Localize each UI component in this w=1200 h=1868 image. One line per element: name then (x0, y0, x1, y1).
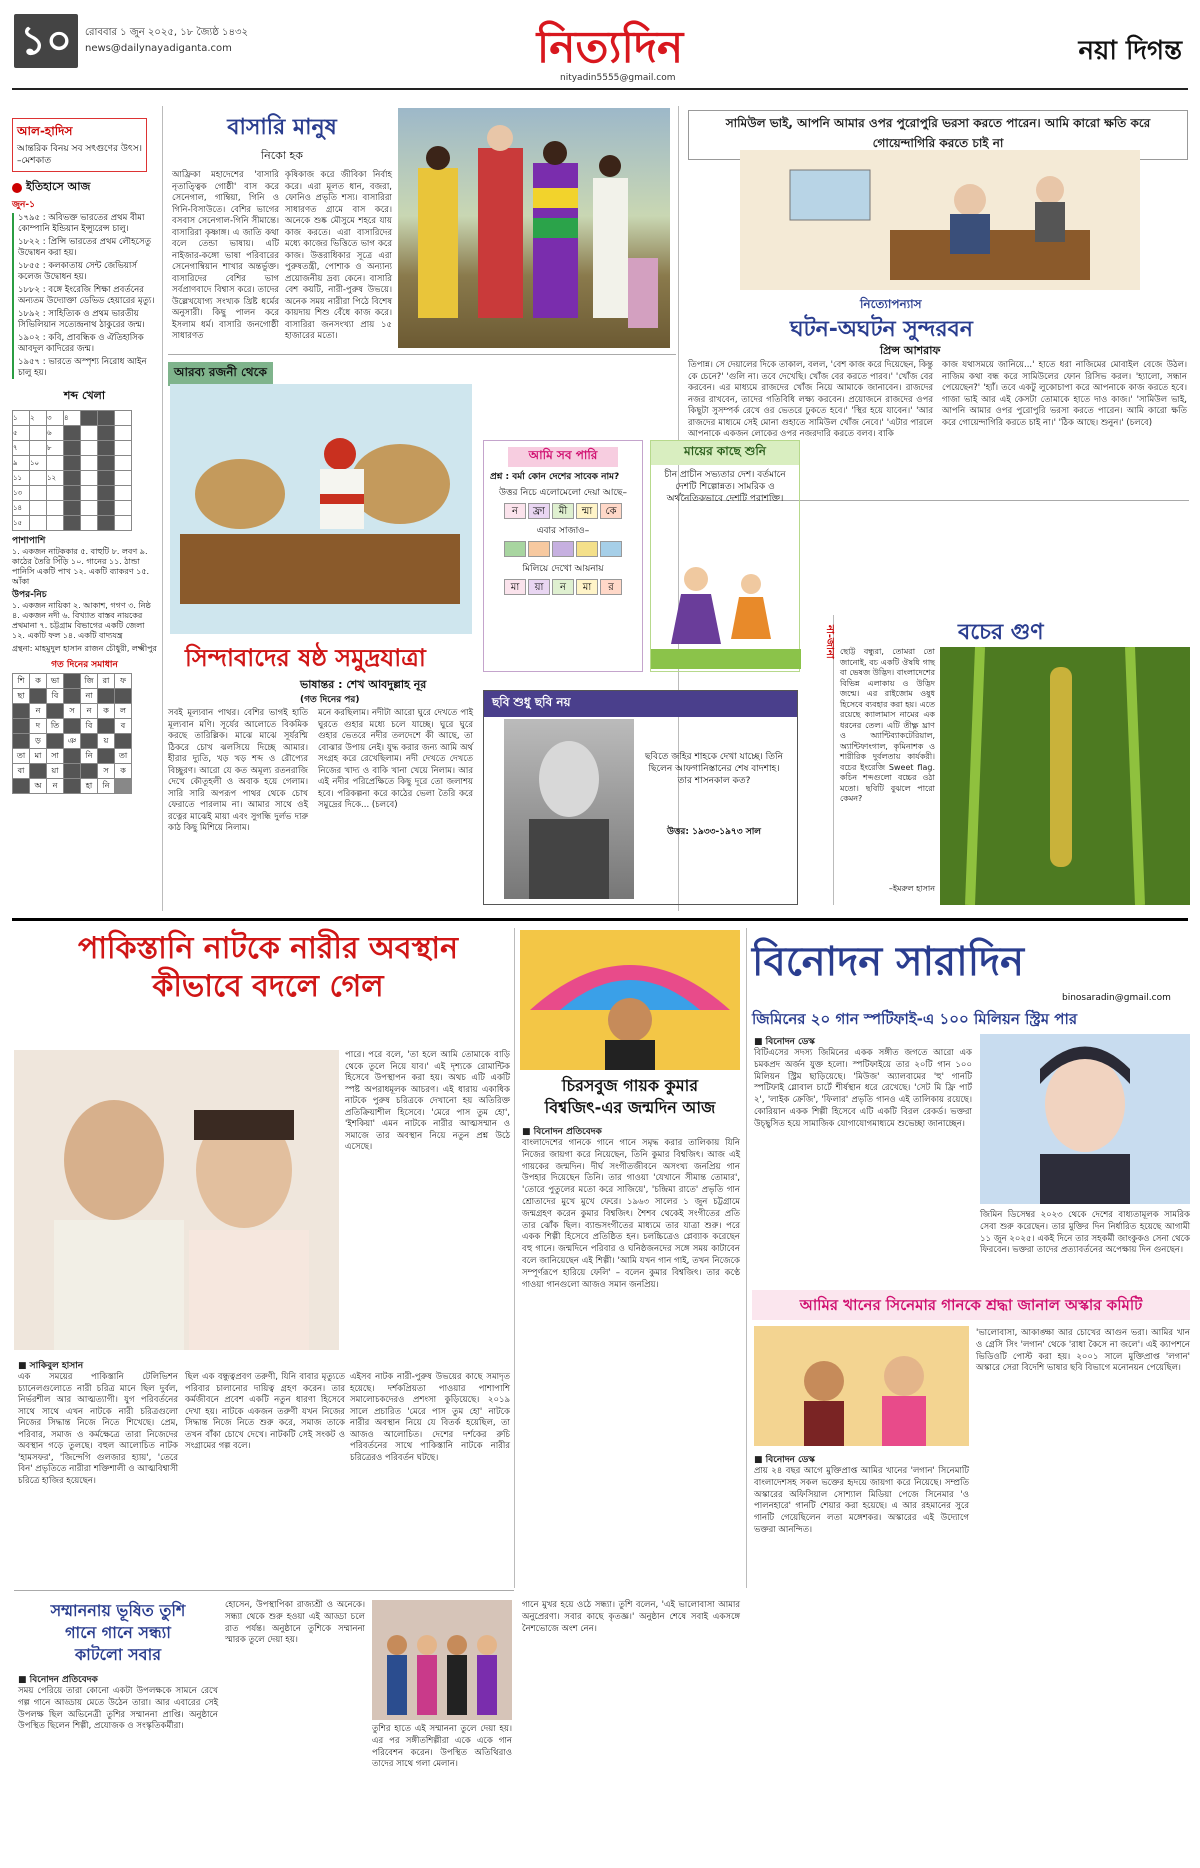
puzzle-letter: মী (552, 503, 574, 519)
crossword-cell (47, 456, 63, 470)
crossword-cell (64, 426, 80, 440)
crossword-cell (98, 516, 114, 530)
solution-cell: তা (13, 749, 29, 763)
solution-cell (81, 734, 97, 748)
hadith-title: আল-হাদিস (17, 124, 73, 138)
puzzle-blank (528, 541, 550, 557)
crossword-cell: ১ (13, 411, 29, 425)
tushi-title-line1: সম্মাননায় ভূষিত তুশি (50, 1601, 186, 1620)
hadith-box (12, 118, 147, 172)
sindbad-section: আরব্য রজনী থেকে (168, 362, 273, 386)
mother-text: চীন প্রাচীন সভ্যতার দেশ। বর্তমানে দেশটি শিল্পোন্নত। সামরিক ও অর্থনৈতিকভাবে দেশটি পরাশক্তি। (664, 470, 786, 504)
tushi-text2: হোসেন, উপস্থাপিকা রাজ্যশ্রী ও অনেকে। সন্ধ্যা থেকে শুরু হওয়া এই আড্ডা চলে রাত পর্যন্ত। অনুষ্ঠানে তুশিকে সম্মাননা স্মারক তুলে দেয়া হয়। (225, 1600, 365, 1646)
solution-cell: ক (98, 704, 114, 718)
crossword-cell (115, 411, 131, 425)
crossword-cell (115, 426, 131, 440)
binodon-masthead: বিনোদন সারাদিন (752, 938, 1025, 985)
serial-title: ঘটন-অঘটন সুন্দরবন (790, 317, 973, 342)
basari-col2: কৃষিকাজ করে জীবিকা নির্বাহ করে। এরা মূলত ধান, বজরা, ফোনিও প্রভৃতি শস্য। বাসারিরা সাধারণত গ্রামে বাস করে। অনেকে শুষ্ক মৌসুমে শহরে যায় কাজ করতে। এরা বাসারিদের মধ্যে কাজের ভিত্তিতে ভাগ করে কাজ। উত্তরাধিকার সূত্রে এরা পুরুষতন্ত্রী, পোশাক ও অন্যান্য প্রয়োজনীয় দ্রব্য কেনে। বাসারি বেশ কয়টি, নারী-পুরুষ উভয়ে। অনেক সময় নারীরা পিঠে বিশেষ কায়দায় শিশু বেঁধে কাজ করে। বাসারিরা জনসংখ্যা প্রায় ১৫ হাজারের মতো। (285, 170, 392, 341)
solution-cell (13, 704, 29, 718)
puzzle-blank (552, 541, 574, 557)
sindbad-col1: সবই মূল্যবান পাথর। বেশির ভাগই হাতি মূল্যবান মণি। সূর্যের আলোতে বিকমিক করছে তারিল্লিক। মাঝে মাঝে সূর্যরশ্মি ঠিকরে চোখ ঝলসিয়ে দিচ্ছে আমার। হীরার দ্যুতি, খড় খড় শব্দ ও রৌপ্যের বিচ্ছুরণ। আরো যে কত অমূল্য রতনরাজি দেখে কৌতূহলী ও অবাক হয়ে গেলাম। সারি সারি অপরূপ পাথর থেকে চোখ ফেরাতে পারলাম না। আমার সাথে ওই রত্নের মাঝেই মায়া এবং সুগন্ধি দুর্লভ দারু কাঠ কিছু মিশিয়ে নিলাম। (168, 708, 308, 833)
basari-col1: আফ্রিকা মহাদেশের 'বাসারি নৃতাত্ত্বিক গোষ্ঠী' বাস করে সেনেগাল, গাম্বিয়া, গিনি ও গিনি-বিসাউতে। বেশির ভাগের বসবাস সেনেগাল-গিনি সীমান্তে। বাসারিরা কৃষ্ণাঙ্গ। এ জাতি কথা বলে তেন্ডা ভাষায়। এটি নাইজার-কঙ্গো ভাষা পরিবারের সেনেগাম্বিয়ান শাখার অন্তর্ভুক্ত। বাসারিদের বেশির ভাগ সর্বপ্রাণবাদে বিশ্বাস করে। তাদের উল্লেখযোগ্য সংখ্যক খ্রিষ্ট ধর্মের অনুসারী। কিছু পালন করে ইসলাম ধর্ম। বাসারি জনগোষ্ঠী সাধারণত (172, 170, 279, 341)
puzzle-letter: মা (504, 579, 526, 595)
crossword-cell (115, 501, 131, 515)
crossword-cell (98, 411, 114, 425)
drama-text1: এক সময়ের পাকিস্তানি টেলিভিশন চ্যানেলগুলোতে নারী চরিত্র মানে ছিল দুর্বল, নির্ভরশীল আর আত্মত্যাগী। যুগ পরিবর্তনের সাথে সাথে এখন নাটকে নারী চরিত্রগুলো নিজের সিদ্ধান্ত নিজে নিতে শিখেছে। প্রেম, পরিবার, সমাজ ও কর্মক্ষেত্রে তারা নিজেদের অবস্থান গড়ে তুলছে। বহুল আলোচিত নাটক 'হামসফর', 'জিন্দেগি গুলজার হ্যায়', 'তেরে বিন' প্রভৃতিতে নারীরা শক্তিশালী ও আত্মবিশ্বাসী চরিত্রে হাজির হয়েছেন। (18, 1372, 179, 1486)
puzzle-hint3: মিলিয়ে দেখো আয়নায় (522, 564, 604, 574)
solution-cell: য় (98, 734, 114, 748)
clue-down: ১. একজন নায়িকা ২. আকাশ, গগণ ৩. নিষ্ঠ ৪. একজন নদী ৬. বিখ্যাত বাস্তব নায়কের প্রথমানা ৭. চট্টগ্রাম বিভাগের একটি জেলা ১২. একটি ফল ১৪. একটি বাদ্যযন্ত্র (12, 601, 151, 640)
solution-cell: ন (81, 704, 97, 718)
sindbad-translator: ভাষান্তর : শেখ আবদুল্লাহ নূর (300, 678, 427, 691)
crossword-cell (81, 471, 97, 485)
solution-cell: ন (47, 779, 63, 793)
hadith-text: আন্তরিক বিনয় সব সৎগুণের উৎস। –মেশকাত (17, 144, 142, 166)
crossword-cell: ১৪ (13, 501, 29, 515)
solution-cell: ফ (115, 674, 131, 688)
sindbad-raft-figure (170, 384, 472, 634)
crossword-cell (81, 516, 97, 530)
tushi-text3: তুশির হাতে এই সম্মাননা তুলে দেয়া হয়। এর পর সঙ্গীতশিল্পীরা একে একে গান পরিবেশন করেন। উপস্থিত অতিথিরাও তাদের সাথে গলা মেলান। (372, 1724, 512, 1770)
crossword-cell (81, 486, 97, 500)
paper-logo: নয়া দিগন্ত (1078, 36, 1182, 66)
solution-cell: না (81, 689, 97, 703)
serial-category: নিত্যোপন্যাস (860, 297, 922, 311)
tree-label: না-জানা (824, 625, 835, 659)
crossword-cell (98, 456, 114, 470)
solution-cell: য়া (47, 764, 63, 778)
basari-story (172, 110, 392, 343)
history-item: ১৮৫৫ : কলকাতায় সেন্ট জেভিয়ার্স কলেজ উদ্বোধন হয়। (18, 261, 137, 282)
tushi-author: ■ বিনোদন প্রতিবেদক (18, 1675, 98, 1685)
mother-title: মায়ের কাছে শুনি (651, 441, 799, 465)
section-rule (12, 918, 1188, 921)
kumar-author: ■ বিনোদন প্রতিবেদক (522, 1127, 602, 1137)
sindbad-illustration (170, 384, 472, 634)
solution-cell (13, 734, 29, 748)
tushi-title-line2: গানে গানে সন্ধ্যা (65, 1623, 171, 1642)
solution-cell: ব (115, 719, 131, 733)
jimin-figure (980, 1034, 1190, 1204)
history-item: ১৭৯৫ : অবিভক্ত ভারতের প্রথম বীমা কোম্পানি ইন্ডিয়ান ইন্স্যুরেন্স চালু। (18, 213, 145, 234)
solution-cell (81, 764, 97, 778)
crossword-cell (64, 441, 80, 455)
puzzle-box (483, 440, 643, 672)
puzzle-title: আমি সব পারি (508, 447, 618, 467)
kumar-title-line2: বিশ্বজিৎ-এর জন্মদিন আজ (544, 1098, 716, 1117)
serial-author: প্রিন্স আশরাফ (880, 344, 941, 357)
crossword-cell (98, 426, 114, 440)
history-title: ইতিহাসে আজ (26, 180, 91, 193)
plant-figure (940, 647, 1190, 905)
tree-box (818, 615, 1190, 907)
binodon-divider (746, 928, 747, 1588)
crossword-cell: ১০ (30, 456, 46, 470)
clue-across: ১. একজন নাটককার ৫. বাহুটি ৮. লবণ ৯. কাঠের তৈরি সিঁড়ি ১০. গানের ১১. ঠান্ডা পানিসি একটি পাখ ১২. একটি ব্যাকরণ ১৫. আঁকা (12, 547, 150, 586)
solution-cell: অ (30, 779, 46, 793)
kumar-title-line1: চিরসবুজ গায়ক কুমার (561, 1076, 699, 1095)
crossword-cell (47, 516, 63, 530)
puzzle-letters1 (484, 503, 642, 519)
puzzle-blank (504, 541, 526, 557)
drama-text3: ছিল এক বন্ধুত্বপ্রবণ তরুণী, যিনি বাবার মৃত্যুতে পরিবার চালানোর দায়িত্ব গ্রহণ করেন। তার কর্মজীবনে প্রবেশ একটি নতুন ধারণা হিসেবে দেখা হয়। নাটকে একজন তরুণী যখন নিজের সিদ্ধান্ত নিজে নিতে শুরু করে, সমাজ তাকে তখন বাঁকা চোখে দেখে। নাটকটি সেই সংকট ও সংগ্রামের গল্প বলে। (185, 1372, 345, 1451)
crossword-cell: ১৫ (13, 516, 29, 530)
crossword-cell (30, 471, 46, 485)
kumar-title (520, 1075, 740, 1119)
solution-cell (98, 719, 114, 733)
crossword-cell: ১২ (47, 471, 63, 485)
solution-cell: তা (115, 749, 131, 763)
crossword-cell: ৫ (13, 426, 29, 440)
sindbad-title: সিন্দাবাদের ষষ্ঠ সমুদ্রযাত্রা (185, 644, 426, 672)
crossword-cell: ১৩ (13, 486, 29, 500)
crossword-cell (115, 471, 131, 485)
solution-cell: বা (13, 764, 29, 778)
crossword-grid (12, 410, 132, 531)
tree-author: –ইমরুল হাসান (888, 884, 935, 893)
solution-cell: বি (47, 689, 63, 703)
compiler: গ্রন্থনা: মাহমুদুল হাসান রাজন চৌধুরী, লক্ষ্মীপুর (12, 644, 157, 653)
history-icon (12, 183, 22, 193)
tushi-text4: গানে মুখর হয়ে ওঠে সন্ধ্যা। তুশি বলেন, 'এই ভালোবাসা আমার অনুপ্রেরণা। সবার কাছে কৃতজ্ঞ।' অনুষ্ঠান শেষে সবাই একসঙ্গে নৈশভোজে অংশ নেন। (522, 1600, 740, 1634)
history-list (12, 213, 157, 379)
solution-cell: জি (81, 674, 97, 688)
solution-title: গত দিনের সমাধান (51, 660, 118, 670)
solution-grid (12, 673, 132, 794)
puzzle-letter: ন (552, 579, 574, 595)
solution-cell: ল (115, 704, 131, 718)
puzzle-letters2 (484, 579, 642, 595)
detective-figure (740, 150, 1140, 290)
solution-cell (47, 704, 63, 718)
puzzle-letter: কে (600, 503, 622, 519)
solution-cell: মা (30, 749, 46, 763)
drama-photo (14, 1050, 339, 1350)
king-photo (504, 719, 634, 899)
header-date: রোববার ১ জুন ২০২৫, ১৮ জ্যৈষ্ঠ ১৪৩২ (85, 27, 249, 38)
crossword-cell (81, 501, 97, 515)
solution-cell: শি (13, 674, 29, 688)
kumar-text: বাংলাদেশের গানকে গানে গানে সমৃদ্ধ করার তালিকায় যিনি নিজের জায়গা করে নিয়েছেন, তিনি কুমার বিশ্বজিৎ। আজ এই গায়কের জন্মদিন। দীর্ঘ সংগীতজীবনে অসংখ্য জনপ্রিয় গান উপহার দিয়েছেন তিনি। তার গাওয়া 'যেখানে সীমান্ত তোমার', 'তোরে পুতুলের মতো করে সাজিয়ে', 'চন্দ্রিমা রাতে' প্রভৃতি গান শ্রোতাদের মুখে মুখে ফেরে। ১৯৬৩ সালের ১ জুন চট্টগ্রামে জন্মগ্রহণ করেন কুমার বিশ্বজিৎ। শৈশব থেকেই সংগীতের প্রতি তার ঝোঁক ছিল। ব্যান্ডসংগীতের মাধ্যমে তার যাত্রা শুরু। পরে একক শিল্পী হিসেবে প্রতিষ্ঠিত হন। চলচ্চিত্রেও প্লেব্যাক করেছেন বহু গানে। জন্মদিনে পরিবার ও ঘনিষ্ঠজনদের সঙ্গে সময় কাটাবেন বলে জানিয়েছেন এই শিল্পী। 'আমি যখন গান গাই, তখন নিজেকে সম্পূর্ণরূপে হারিয়ে ফেলি' – বলেন কুমার বিশ্বজিৎ। তার কণ্ঠে গাওয়া গানগুলো আজও সমান জনপ্রিয়। (522, 1138, 740, 1290)
puzzle-letter: মা (576, 579, 598, 595)
serial-quote: সামিউল ভাই, আপনি আমার ওপর পুরোপুরি ভরসা করতে পারেন। আমি কারো ক্ষতি করে গোয়েন্দাগিরি করতে চাই না (688, 110, 1188, 160)
crossword-cell: ৩ (47, 411, 63, 425)
crossword-cell (30, 486, 46, 500)
kumar-photo (520, 930, 740, 1070)
solution-cell: দ (30, 719, 46, 733)
jimin-title: জিমিনের ২০ গান স্পটিফাই-এ ১০০ মিলিয়ন স্ট্রিম পার (752, 1010, 1078, 1028)
drama-title-line1: পাকিস্তানি নাটকে নারীর অবস্থান (77, 931, 459, 966)
puzzle-letter: ফ্রা (528, 503, 550, 519)
solution-cell (64, 779, 80, 793)
solution-cell (98, 689, 114, 703)
crossword-cell: ৪ (64, 411, 80, 425)
sindbad-prev: (গত দিনের পর) (300, 695, 360, 705)
tushi-title-line3: কাটলো সবার (74, 1645, 162, 1664)
crossword-cell: ৮ (47, 441, 63, 455)
tushi-author-name: বিনোদন প্রতিবেদক (29, 1675, 98, 1685)
crossword-cell (47, 501, 63, 515)
crossword-cell (98, 501, 114, 515)
drama-text2: পারে। পরে বলে, 'তা হলে আমি তোমাকে বাড়ি থেকে তুলে নিয়ে যাব।' এই দৃশ্যকে রোমান্টিক হিসেবে উপস্থাপন করা হয়। অথচ এটি একটি স্পষ্ট অপরাধমূলক আচরণ। এই ধারায় একাধিক নাটকে পুরুষ চরিত্রকে দেখানো হয় অতিরিক্ত প্রতিক্রিয়াশীল হিসেবে। 'মেরে পাস তুম হো', 'ইশকিয়া' এমন নাটকে নারীর আত্মসম্মান ও সমাজে তার অবস্থান নিয়ে নতুন প্রশ্ন উঠে এসেছে। (345, 1050, 510, 1152)
history-item: ১৮২২ : প্রিন্সি ভারতের প্রথম লৌহসেতু উদ্বোধন করা হয়। (18, 237, 151, 258)
drama-author: ■ সাকিবুল হাসান (18, 1361, 84, 1371)
solution-cell: বি (81, 719, 97, 733)
crossword-cell (115, 456, 131, 470)
solution-cell: ছা (13, 689, 29, 703)
oscar-title: আমির খানের সিনেমার গানকে শ্রদ্ধা জানাল অস্কার কমিটি (752, 1290, 1190, 1320)
solution-cell (30, 764, 46, 778)
group-figure (372, 1600, 512, 1720)
header-email: news@dailynayadiganta.com (85, 43, 232, 54)
serial-col1: তিপান্ন। সে দেয়ালের দিকে তাকাল, বলল, 'বেশ কাজ করে দিয়েছেন, কিন্তু কে চেনে?' 'গুলি না। তবে দেখেছি। খোঁজ বের করতে পারব।' 'খোঁজ বের করবেন। এর মাধ্যমে রাজদের খোঁজ নিয়ে আমাকে জানাবেন। রাজদের নজর রাখবেন, তাদের গতিবিধি লক্ষ্য করবেন। প্রয়োজনে রাজদের ওপর কিছুটা সুসম্পর্ক রেখে ওর ভেতরে ঢুকতে হবে।' 'স্থির হয়ে যাবেন।' 'আর রাজদের মাধ্যমে সেই মোনা গুহাতে সামিউল খোঁজ নেবে।' 'এটার পারলে আপনাকে একজন লোকের ওপর নজরদারি করতে বলব। বাকি (688, 360, 933, 439)
puzzle-hint1: উত্তর নিচে এলোমেলো দেয়া আছে– (499, 488, 627, 498)
solution-cell (13, 779, 29, 793)
crossword-cell (30, 501, 46, 515)
solution-cell: ক (30, 674, 46, 688)
solution-cell (13, 719, 29, 733)
solution-cell: রা (98, 674, 114, 688)
solution-cell (64, 674, 80, 688)
couple-figure (14, 1050, 339, 1350)
tree-photo (940, 647, 1190, 905)
crossword-cell (115, 486, 131, 500)
tree-title: বচের গুণ (958, 620, 1044, 645)
solution-cell: সা (47, 749, 63, 763)
solution-cell (98, 749, 114, 763)
tree-text: ছোট্ট বন্ধুরা, তোমরা তো জানোই, বচ একটি ঔষধি গাছ বা ভেষজ উদ্ভিদ। বাংলাদেশের বিভিন্ন এলাকায় ও উদ্ভিদ জন্মে। এর রাইজোম ওষুধ হিসেবে ব্যবহার করা হয়। এতে রয়েছে ক্যালামাস নামের এক ধরনের তেল। এটি তীক্ষ্ণ ঘ্রাণ ও অ্যান্টিব্যাকটেরিয়াল, অ্যান্টিফাংগাল, কৃমিনাশক ও শারীরিক দুর্বলতায় কার্যকরী। বচের ইংরেজি Sweet flag. কচিন শব্দগুলো বচ্চের ওঠা মতো। ছবিটি বুঝলে পারো কেমন? (840, 647, 935, 803)
kumar-author-name: বিনোদন প্রতিবেদক (533, 1127, 602, 1137)
kids-figure (651, 549, 801, 669)
solution-cell: ভা (47, 674, 63, 688)
solution-cell (64, 719, 80, 733)
serial-col2: কাজ যথাসময়ে জানিয়ে...' হাতে ধরা নাজিমের মোবাইল বেজে উঠল। নাজিম কথা বন্ধ করে সামিউলের ফোন রিসিভ করল। 'হ্যালো, সন্ধান পেয়েছেন?' 'হ্যাঁ। তবে একটু লুকোচাপা করে আপনাকে কাজ করতে হবে। গাজা ভাই আর এই কেসটা তোমাকে হাতে দাও কাজ।' 'সামিউল ভাই, আপনি আমার ওপর পুরোপুরি ভরসা করতে পারেন। আমি কারো ক্ষতি করে গোয়েন্দাগিরি করতে চাই না।' 'ঠিক আছে। শুনুন।' (চলবে) (942, 360, 1187, 428)
solution-cell (64, 764, 80, 778)
crossword-cell (81, 426, 97, 440)
puzzle-blank (576, 541, 598, 557)
tree-label-rail (818, 615, 834, 905)
tushi-photo (372, 1600, 512, 1720)
crossword-cell (30, 516, 46, 530)
crossword-cell (98, 471, 114, 485)
left-sidebar (12, 118, 157, 908)
puzzle-question: প্রশ্ন : বর্মা কোন দেশের সাবেক নাম? (490, 472, 620, 482)
solution-cell: তি (47, 719, 63, 733)
crossword-cell (115, 441, 131, 455)
serial-illustration (740, 150, 1140, 290)
photo-quiz-box (483, 690, 798, 905)
crossword-cell (64, 456, 80, 470)
oscar-author-name: বিনোদন ডেস্ক (765, 1455, 815, 1465)
king-figure (504, 719, 634, 899)
history-item: ১৮৮২ : বঙ্গে ইংরেজি শিক্ষা প্রবর্তনের অন্যতম উদ্যোক্তা ডেভিড হেয়ারের মৃত্যু। (18, 285, 155, 306)
photo-quiz-title: ছবি শুধু ছবি নয় (484, 691, 797, 717)
binodon-email: binosaradin@gmail.com (1062, 993, 1171, 1003)
crossword-cell: ৬ (47, 426, 63, 440)
solution-cell (115, 734, 131, 748)
solution-cell: ন (30, 704, 46, 718)
oscar-text: প্রায় ২৪ বছর আগে মুক্তিপ্রাপ্ত আমির খানের 'লগান' সিনেমাটি বাংলাদেশসহ সকল ভক্তের হৃদয়ে জায়গা করে নিয়েছে। সম্প্রতি অস্কারের অফিসিয়াল সোশ্যাল মিডিয়া পেজে সিনেমার 'ও পালনহারে' গানটি শেয়ার করা হয়েছে। এ আর রহমানের সুরে গানটি গেয়েছিলেন লতা মঙ্গেশকর। অস্কারের এই উদ্যোগে ভক্তরা আনন্দিত। (754, 1466, 969, 1535)
solution-cell (47, 734, 63, 748)
crossword-cell (81, 456, 97, 470)
clue-across-title: পাশাপাশি (12, 536, 46, 546)
crossword-title: শব্দ খেলা (63, 389, 106, 402)
puzzle-blank (600, 541, 622, 557)
masthead-email: nityadin5555@gmail.com (560, 73, 676, 83)
solution-cell: স (98, 764, 114, 778)
tushi-rule (14, 1590, 514, 1591)
crossword-cell (64, 501, 80, 515)
crossword-cell (98, 486, 114, 500)
solution-cell (115, 689, 131, 703)
solution-cell (64, 689, 80, 703)
puzzle-letter: য়া (528, 579, 550, 595)
kumar-figure (520, 930, 740, 1070)
oscar-text2: 'ভালোবাসা, আকাঙ্ক্ষা আর চোখের আগুন ভরা। আমির খান ও গ্রেসি সিং 'লগান' থেকে 'রাধা কৈসে না জলে'। এই ক্যাপশনে ভিডিওটি পোস্ট করা হয়। ২০০১ সালে মুক্তিপ্রাপ্ত 'লগান' অস্কারে সেরা বিদেশি ভাষার ছবি বিভাগে মনোনয়ন পেয়েছিল। (976, 1328, 1190, 1374)
oscar-photo (754, 1326, 969, 1446)
masthead: নিত্যদিন (536, 22, 684, 73)
oscar-author: ■ বিনোদন ডেস্ক (754, 1455, 815, 1465)
clue-down-title: উপর-নিচ (12, 590, 47, 600)
solution-cell: হা (81, 779, 97, 793)
crossword-cell (64, 471, 80, 485)
basari-photo (398, 108, 670, 348)
crossword-cell: ১১ (13, 471, 29, 485)
row-divider (168, 354, 676, 355)
tushi-title (18, 1600, 218, 1666)
solution-cell: স (64, 704, 80, 718)
puzzle-letter: র (600, 579, 622, 595)
jimin-text: বিটিএসের সদস্য জিমিনের একক সঙ্গীত জগতে আরো এক চমকপ্রদ অর্জন যুক্ত হলো। স্পটিফাইয়ে তার ২০টি গান ১০০ মিলিয়ন স্ট্রিম ছাড়িয়েছে। 'মিউজ' অ্যালবামের 'হু' গানটি স্পটিফাই গ্লোবাল চার্টে শীর্ষস্থান ধরে রেখেছে। 'সেট মি ফ্রি পার্ট ২', 'লাইক ক্রেজি', 'ফিলার' প্রভৃতি গানও এই তালিকায় রয়েছে। কোরিয়ান একক শিল্পী হিসেবে এটি একটি বিরল রেকর্ড। ভক্তরা উচ্ছ্বসিত হয়ে সামাজিক যোগাযোগমাধ্যমে শুভেচ্ছা জানাচ্ছেন। (754, 1048, 972, 1129)
crossword-cell (98, 441, 114, 455)
tushi-text1: সময় পেরিয়ে তারা কোনো একটা উপলক্ষকে সামনে রেখে গল্প গানে আড্ডায় মেতে উঠেন তারা। আর এবারের সেই উপলক্ষ ছিল অভিনেত্রী তুশির সম্মাননা প্রাপ্তি। অনুষ্ঠানে উপস্থিত ছিলেন শিল্পী, প্রযোজক ও সংস্কৃতিকর্মীরা। (18, 1686, 218, 1732)
puzzle-blanks (484, 541, 642, 557)
crossword-cell (30, 426, 46, 440)
drama-divider (514, 928, 515, 1588)
puzzle-letter: ন্মা (576, 503, 598, 519)
mother-box (650, 440, 800, 672)
solution-cell: নি (81, 749, 97, 763)
lagaan-figure (754, 1326, 969, 1446)
solution-cell: ড় (30, 734, 46, 748)
crossword-cell (64, 486, 80, 500)
crossword-cell: ৭ (13, 441, 29, 455)
solution-cell: নি (98, 779, 114, 793)
solution-cell: ঞ (64, 734, 80, 748)
header-rule (12, 88, 1188, 90)
puzzle-letter: ন (504, 503, 526, 519)
basari-people-figure (398, 108, 670, 348)
solution-cell (30, 689, 46, 703)
crossword-cell (81, 441, 97, 455)
jimin-author: ■ বিনোদন ডেস্ক (754, 1037, 815, 1047)
basari-title: বাসারি মানুষ (227, 115, 337, 140)
crossword-cell: ২ (30, 411, 46, 425)
solution-cell: ক (115, 764, 131, 778)
history-month: জুন-১ (12, 200, 35, 210)
photo-quiz-text: ছবিতে জহির শাহকে দেখা যাচ্ছে। তিনি ছিলেন আফগানিস্তানের শেষ বাদশাহ। তার শাসনকাল কত? (645, 752, 783, 786)
jimin-text2: জিমিন ডিসেম্বর ২০২৩ থেকে দেশের বাধ্যতামূলক সামরিক সেবা শুরু করেছেন। তার মুক্তির দিন নির্ধারিত হয়েছে আগামী ১১ জুন ২০২৫। একই দিনে তার সহকর্মী জাংকুকও সেনা থেকে ফিরবেন। ভক্তরা তাদের প্রত্যাবর্তনের অপেক্ষায় দিন গুনছেন। (980, 1210, 1190, 1256)
puzzle-hint2: এবার সাজাও– (536, 526, 590, 536)
photo-quiz-answer: উত্তর: ১৯৩৩-১৯৭৩ সাল (666, 827, 762, 837)
solution-cell (64, 749, 80, 763)
drama-title (18, 930, 518, 1006)
crossword-cell (115, 516, 131, 530)
sindbad-col2: মনে করছিলাম। নদীটা আরো ঘুরে দেখতে পাই ঘুরতে গুহার মধ্যে চলে যাচ্ছে। ঘুরে ঘুরে গুহার ভেতরে নদীর তলদেশে কী আছে, তা বোঝার উপায় নেই। যুদ্ধ করার জন্য আমি অর্থ সংগ্রহ করে রেখেছিলাম। নদী দেখতে দেখতে নিজের খাদ্য ও বাকি খানা খেয়ে নিলাম। আর এই নদীর পরিপ্রেক্ষিতে কিছু দূরে তো জলাশয় হবে। পরিকল্পনা করে কাঠের ভেলা তৈরি করে সমুদ্রের দিকে... (চলবে) (318, 708, 473, 810)
history-item: ১৯০২ : কবি, প্রাবন্ধিক ও ঐতিহাসিক আবদুল কাদিরের জন্ম। (18, 333, 144, 354)
crossword-cell: ৯ (13, 456, 29, 470)
drama-author-name: সাকিবুল হাসান (29, 1361, 84, 1371)
history-item: ১৮৯২ : সাহিত্যিক ও প্রথম ভারতীয় সিভিলিয়ান সত্যেন্দ্রনাথ ঠাকুরের জন্ম। (18, 309, 145, 330)
history-item: ১৯৫৭ : ভারতে অস্পৃশ্য নিরোধ আইন চালু হয়। (18, 357, 147, 378)
page-number: ১০ (14, 14, 78, 68)
crossword-cell (47, 486, 63, 500)
jimin-photo (980, 1034, 1190, 1204)
drama-text4: এইসব নাটক নারী-পুরুষ উভয়ের কাছে সমাদৃত হয়েছে। দর্শকপ্রিয়তা পাওয়ার পাশাপাশি সমালোচকদেরও প্রশংসা কুড়িয়েছে। ২০১৯ সালে প্রচারিত 'মেরে পাস তুম হো' নাটকে নারীর অবস্থান নিয়ে যে বিতর্ক হয়েছিল, তা আজও আলোচিত। দেশের দর্শকের রুচি পরিবর্তনের সাথে পাকিস্তানি নাটকে নারীর চরিত্রেরও পরিবর্তন ঘটছে। (350, 1372, 510, 1463)
crossword-cell (81, 411, 97, 425)
drama-title-line2: কীভাবে বদলে গেল (152, 969, 384, 1004)
crossword-cell (30, 441, 46, 455)
sidebar-divider (162, 106, 163, 911)
crossword-cell (64, 516, 80, 530)
basari-author: নিকো হক (261, 149, 303, 162)
jimin-author-name: বিনোদন ডেস্ক (765, 1037, 815, 1047)
